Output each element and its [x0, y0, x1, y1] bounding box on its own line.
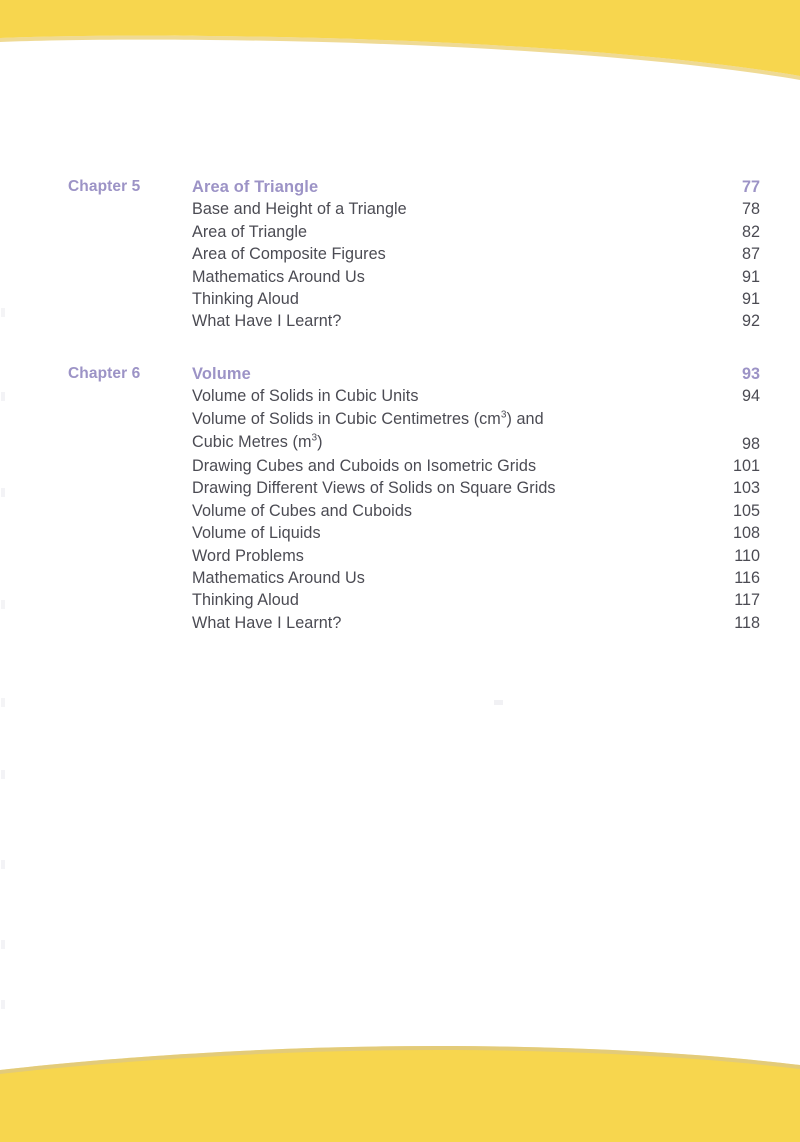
toc-entry-row[interactable] [68, 567, 760, 589]
toc-entry-row[interactable] [68, 288, 760, 310]
entry-title: Drawing Cubes and Cuboids on Isometric Grids [192, 457, 537, 475]
toc-entry-row[interactable] [68, 455, 760, 477]
entry-title-part: ) [317, 433, 323, 452]
entry-title: Mathematics Around Us [192, 267, 365, 286]
toc-entry-row[interactable] [68, 500, 760, 522]
entry-page-number: 78 [741, 200, 760, 219]
toc-entry-row[interactable] [68, 310, 760, 332]
chapter-label: Chapter 6 [68, 365, 141, 382]
chapter-heading-row[interactable] [68, 363, 760, 385]
entry-page-number: 116 [734, 569, 760, 588]
top-yellow-band-decoration [0, 0, 800, 120]
chapter-title: Area of Triangle [192, 178, 319, 196]
superscript-cubic-cm: 3 [500, 409, 507, 421]
toc-entry-row[interactable] [68, 266, 760, 288]
entry-title: What Have I Learnt? [192, 312, 342, 331]
entry-page-number: 105 [732, 501, 760, 520]
entry-title: Base and Height of a Triangle [192, 200, 407, 219]
chapter-page-number: 93 [741, 365, 760, 383]
entry-page-number: 94 [741, 387, 760, 406]
entry-title-part: Cubic Metres (m [192, 433, 312, 452]
entry-title: Volume of Liquids [192, 524, 321, 543]
entry-title: Thinking Aloud [192, 591, 299, 610]
entry-page-number: 101 [732, 457, 760, 475]
toc-entry-row[interactable] [68, 198, 760, 220]
entry-title-multiline [192, 408, 686, 455]
entry-page-number: 91 [741, 290, 760, 309]
scan-artifact-speck [494, 700, 503, 705]
entry-page-number: 87 [741, 245, 760, 264]
entry-page-number: 92 [741, 312, 760, 331]
superscript-cubic-m: 3 [311, 433, 318, 445]
entry-page-number: 91 [741, 267, 760, 286]
entry-title: Area of Triangle [192, 222, 308, 241]
toc-entry-row[interactable] [68, 221, 760, 243]
toc-entry-row[interactable] [68, 522, 760, 544]
entry-title: Volume of Solids in Cubic Units [192, 387, 419, 406]
entry-page-number: 103 [732, 479, 760, 498]
entry-title: Drawing Different Views of Solids on Square Grids [192, 479, 556, 498]
scan-artifact-gutter [0, 300, 6, 1020]
entry-title: Area of Composite Figures [192, 245, 386, 264]
entry-title: Mathematics Around Us [192, 569, 365, 588]
entry-title: What Have I Learnt? [192, 613, 342, 632]
entry-title: Volume of Cubes and Cuboids [192, 501, 413, 520]
entry-title-part: Volume of Solids in Cubic Centimetres (cm [192, 409, 501, 428]
chapter-block-5 [68, 176, 760, 333]
entry-page-number: 98 [741, 434, 760, 453]
chapter-title: Volume [192, 365, 251, 383]
entry-title: Word Problems [192, 546, 304, 565]
entry-page-number: 110 [734, 546, 760, 565]
toc-entry-row[interactable] [68, 612, 760, 634]
entry-page-number: 108 [732, 524, 760, 543]
toc-entry-row[interactable] [68, 545, 760, 567]
toc-entry-row[interactable] [68, 385, 760, 407]
toc-entry-row[interactable] [68, 477, 760, 499]
toc-entry-row[interactable] [68, 589, 760, 611]
chapter-label: Chapter 5 [68, 178, 141, 195]
toc-entry-row-wrapped[interactable] [68, 408, 760, 455]
entry-title-part: ) and [506, 409, 544, 428]
entry-title: Thinking Aloud [192, 290, 299, 309]
entry-page-number: 117 [734, 591, 760, 610]
chapter-heading-row[interactable] [68, 176, 760, 198]
entry-page-number: 82 [741, 222, 760, 241]
chapter-page-number: 77 [741, 178, 760, 196]
chapter-block-6 [68, 363, 760, 634]
entry-page-number: 118 [734, 613, 760, 632]
toc-entry-row[interactable] [68, 243, 760, 265]
bottom-yellow-band-decoration [0, 1032, 800, 1142]
